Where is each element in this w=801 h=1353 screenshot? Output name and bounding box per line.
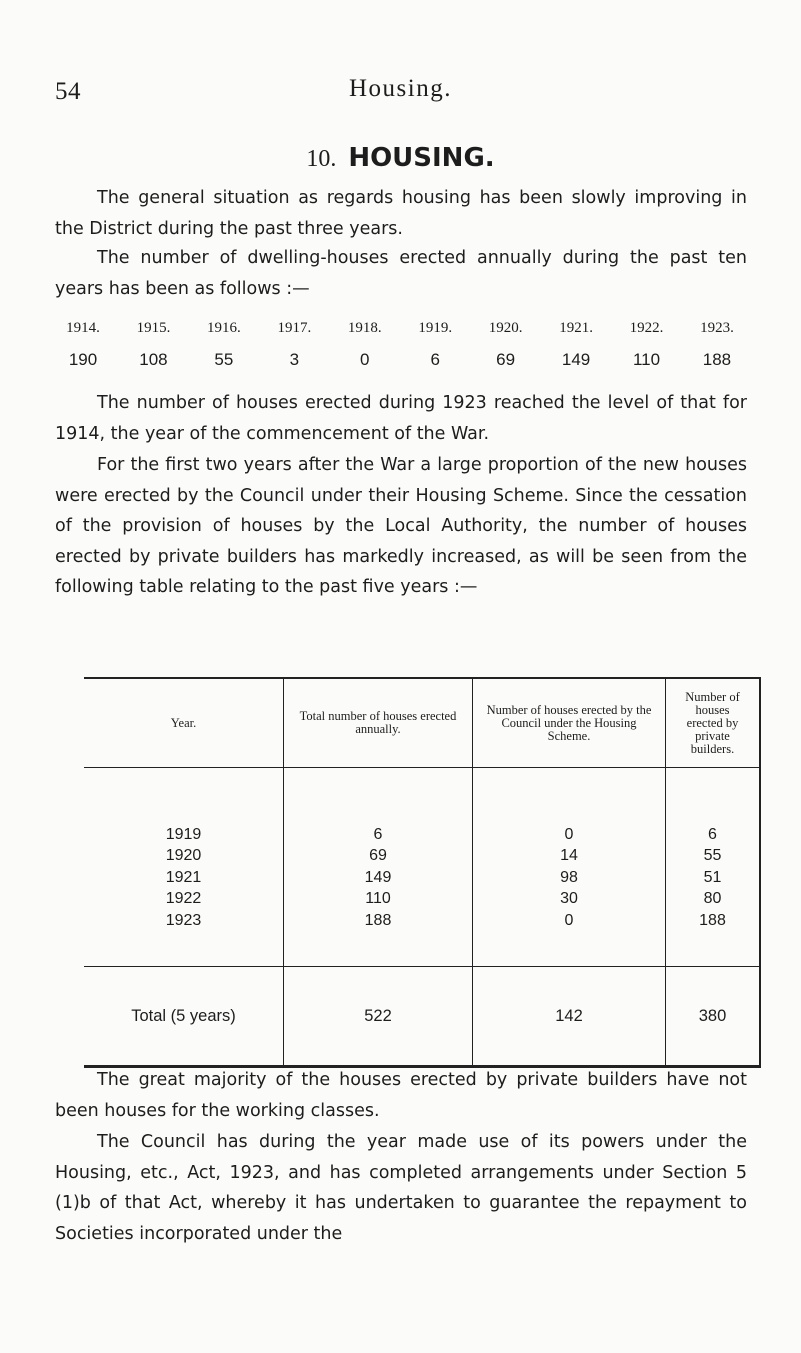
- paragraph-dwelling-houses: [55, 243, 747, 304]
- paragraph-text: For the first two years after the War a large proportion of the new houses were erected by the Council under their Housing Scheme. Since the cessation of the provision of houses by the Local Authority, the number of houses erected by private builders has markedly increased, as will be seen from the following table relating to the past five years :—: [55, 455, 747, 597]
- paragraph-text: The general situation as regards housing has been slowly improving in the District during the past three years.: [55, 188, 747, 239]
- year-count: 190: [68, 350, 98, 369]
- header-year: Year.: [84, 678, 284, 768]
- year-label: 1917.: [277, 320, 312, 336]
- table-cell: 14: [560, 847, 578, 865]
- table-cell: 188: [699, 911, 726, 929]
- year-label: 1919.: [418, 320, 453, 336]
- header-council: Number of houses erected by the Council under the Housing Scheme.: [473, 678, 666, 768]
- year-label: 1920.: [488, 320, 523, 336]
- year-label: 1915.: [136, 320, 171, 336]
- paragraph-text: The number of dwelling-houses erected annually during the past ten years has been as follows :—: [55, 248, 747, 299]
- year-label: 1914.: [66, 320, 100, 336]
- year-count: 110: [632, 350, 661, 369]
- year-count: 149: [561, 350, 591, 369]
- paragraph-council-powers: [55, 1127, 747, 1249]
- table-cell: 188: [364, 911, 392, 929]
- table-cell: 1923: [165, 911, 202, 929]
- total-private-houses: 380: [666, 967, 761, 1067]
- table-cell: 1920: [165, 847, 202, 865]
- private-column: [666, 768, 761, 967]
- table-cell: 98: [560, 868, 578, 886]
- running-title: Housing.: [349, 75, 452, 102]
- table-cell: 1922: [165, 890, 202, 908]
- total-houses-erected: 522: [284, 967, 473, 1067]
- paragraph-working-classes: [55, 1065, 747, 1126]
- table-cell: 0: [564, 911, 574, 929]
- paragraph-text: The number of houses erected during 1923 reached the level of that for 1914, the year of the commencement of the War.: [55, 393, 747, 444]
- section-title: HOUSING.: [348, 143, 495, 173]
- total-column: [284, 768, 473, 967]
- year-count: 188: [702, 350, 732, 369]
- table-cell: 80: [703, 890, 722, 908]
- year-count: 0: [360, 350, 370, 369]
- page-number: 54: [55, 78, 81, 105]
- total-label: Total (5 years): [84, 967, 284, 1067]
- header-total: Total number of houses erected annually.: [284, 678, 473, 768]
- header-private: Number of houses erected by private builders.: [666, 678, 761, 768]
- table-cell: 1921: [165, 868, 202, 886]
- section-heading: [0, 143, 801, 173]
- year-label: 1918.: [347, 320, 382, 336]
- year-count: 108: [139, 350, 168, 369]
- table-cell: 55: [703, 847, 722, 865]
- paragraph-level-1923: [55, 388, 747, 449]
- annual-years-row: [55, 320, 745, 337]
- table-cell: 1919: [165, 825, 202, 843]
- table-cell: 69: [369, 847, 387, 865]
- table-data-row: [84, 768, 760, 967]
- table-cell: 6: [708, 825, 717, 843]
- year-count: 69: [496, 350, 516, 369]
- year-count: 3: [289, 350, 300, 369]
- year-count: 6: [430, 350, 440, 369]
- section-number: 10.: [306, 146, 337, 172]
- annual-counts-row: [55, 350, 745, 370]
- paragraph-general-situation: [55, 183, 747, 244]
- paragraph-text: The Council has during the year made use of its powers under the Housing, etc., Act, 1923, and has completed arrangements under Section 5 (1)b of that Act, whereby it has undertaken to guarantee the repayment to Societies incorporated under the: [55, 1132, 747, 1244]
- year-label: 1916.: [207, 320, 241, 336]
- paragraph-text: The great majority of the houses erected by private builders have not been houses for the working classes.: [55, 1070, 747, 1121]
- council-column: [473, 768, 666, 967]
- year-label: 1921.: [559, 320, 593, 336]
- table-total-row: [84, 967, 760, 1067]
- table-cell: 51: [703, 868, 722, 886]
- year-column: [84, 768, 284, 967]
- table-header-row: [84, 678, 760, 768]
- table-cell: 149: [364, 868, 392, 886]
- total-council-houses: 142: [473, 967, 666, 1067]
- year-label: 1923.: [700, 320, 734, 336]
- table-cell: 30: [560, 890, 578, 908]
- year-label: 1922.: [629, 320, 664, 336]
- table-cell: 6: [373, 825, 383, 843]
- paragraph-post-war: [55, 450, 747, 603]
- table-cell: 0: [564, 825, 574, 843]
- year-count: 55: [214, 350, 234, 369]
- housing-table: [84, 677, 761, 1068]
- table-cell: 110: [365, 890, 391, 908]
